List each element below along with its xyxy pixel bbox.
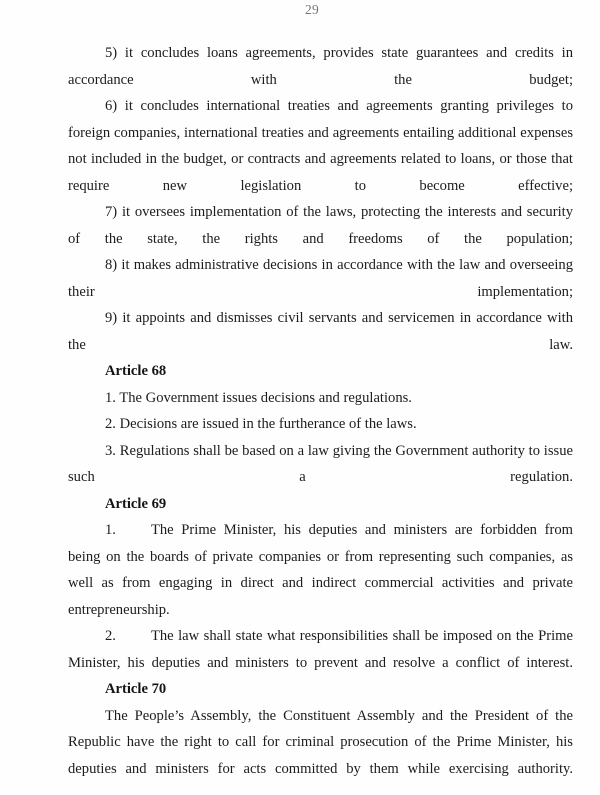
heading-article-68: Article 68	[105, 363, 167, 379]
heading-article-70: Article 70	[105, 681, 167, 697]
page-number: 29	[304, 2, 320, 17]
list-item-6: 6) it concludes international treaties and agreements granting privileges to foreign companies, international treaties and agreements entailing additional expenses not included in the budget, or contracts and agreements related to loans, or those that require new legislation to become effective;	[68, 98, 573, 194]
article-69-item-2-text: The law shall state what responsibilities shall be imposed on the Prime Minister, his deputies and ministers to prevent and resolve a conflict of interest.	[68, 628, 573, 671]
article-69-item-2-number: 2.	[105, 628, 116, 644]
article-68-item-3: 3. Regulations shall be based on a law giving the Government authority to issue such a regulation.	[68, 442, 573, 485]
article-68-item-2: 2. Decisions are issued in the furtherance of the laws.	[105, 416, 417, 432]
article-69-item-2	[68, 623, 573, 676]
document-body	[68, 40, 573, 782]
list-item-9: 9) it appoints and dismisses civil servants and servicemen in accordance with the law.	[68, 310, 573, 353]
heading-article-69: Article 69	[105, 495, 167, 512]
article-69-item-1	[68, 517, 573, 623]
article-68-item-1: 1. The Government issues decisions and regulations.	[105, 389, 412, 406]
list-item-5: 5) it concludes loans agreements, provides state guarantees and credits in accordance with the budget;	[68, 45, 573, 88]
article-69-item-1-number: 1.	[105, 522, 116, 538]
article-70-body: The People’s Assembly, the Constituent Assembly and the President of the Republic have the right to call for criminal prosecution of the Prime Minister, his deputies and ministers for acts committed by them while exercising authority.	[68, 707, 573, 777]
list-item-8: 8) it makes administrative decisions in accordance with the law and overseeing their implementation;	[68, 257, 573, 300]
article-69-item-1-text: The Prime Minister, his deputies and ministers are forbidden from being on the boards of private companies or from representing such companies, as well as from engaging in direct and indirect commercial activities and private entrepreneurship.	[68, 522, 573, 618]
list-item-7: 7) it oversees implementation of the laws, protecting the interests and security of the state, the rights and freedoms of the population;	[68, 204, 573, 247]
